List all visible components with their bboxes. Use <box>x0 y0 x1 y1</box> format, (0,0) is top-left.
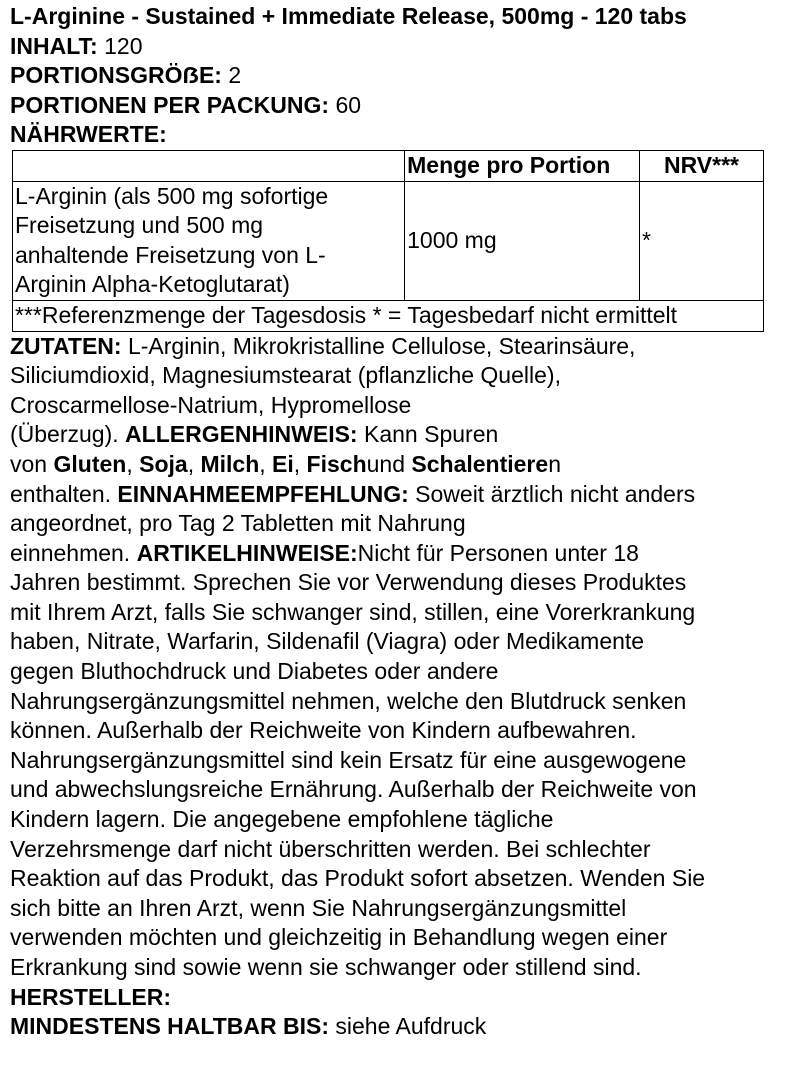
ingredient-cell <box>13 181 405 300</box>
portionen-label: PORTIONEN PER PACKUNG: <box>10 91 330 118</box>
zutaten-label: ZUTATEN: <box>10 332 122 359</box>
table-footnote-row <box>13 300 764 331</box>
hersteller-row <box>10 983 792 1013</box>
table-header-row <box>13 150 764 181</box>
portionsgroesse-label: PORTIONSGRÖẞE: <box>10 62 222 89</box>
header-cell-menge: Menge pro Portion <box>405 150 640 181</box>
inhalt-value: 120 <box>104 32 143 59</box>
haltbar-row <box>10 1012 792 1042</box>
allergen-label: ALLERGENHINWEIS: <box>125 421 358 448</box>
artikel-line: und abwechslungsreiche Ernährung. Außerhalb der Reichweite von <box>10 776 697 803</box>
einnahme-label: EINNAHMEEMPFEHLUNG: <box>117 480 409 507</box>
artikel-label: ARTIKELHINWEISE: <box>136 539 358 566</box>
artikel-line: Nahrungsergänzungsmittel sind kein Ersatz für eine ausgewogene <box>10 746 687 773</box>
artikel-line: verwenden möchten und gleichzeitig in Behandlung wegen einer <box>10 924 668 951</box>
portionsgroesse-value: 2 <box>228 62 242 89</box>
naehrwerte-heading: NÄHRWERTE: <box>10 121 167 148</box>
table-row <box>13 181 764 300</box>
header-cell-empty <box>13 150 405 181</box>
haltbar-value: siehe Aufdruck <box>335 1013 487 1040</box>
artikel-line: Nahrungsergänzungsmittel nehmen, welche den Blutdruck senken <box>10 687 687 714</box>
haltbar-label: MINDESTENS HALTBAR BIS: <box>10 1013 330 1040</box>
artikel-line: Jahren bestimmt. Sprechen Sie vor Verwendung dieses Produktes <box>10 569 687 596</box>
nutrition-table <box>12 150 764 332</box>
allergen-list: von Gluten, Soja, Milch, Ei, Fischund Schalentieren <box>10 450 561 477</box>
ingredient-line: Freisetzung und 500 mg <box>15 212 264 239</box>
artikel-line: Erkrankung sind sowie wenn sie schwanger oder stillend sind. <box>10 954 642 980</box>
ingredient-line: L-Arginin (als 500 mg sofortige <box>15 182 329 209</box>
ingredient-line: Arginin Alpha-Ketoglutarat) <box>15 271 290 298</box>
product-title: L-Arginine - Sustained + Immediate Release, 500mg - 120 tabs <box>10 3 687 29</box>
artikel-line: sich bitte an Ihren Arzt, wenn Sie Nahrungsergänzungsmittel <box>10 894 627 921</box>
portionsgroesse-row <box>10 61 792 91</box>
inhalt-row <box>10 32 792 62</box>
artikel-line: können. Außerhalb der Reichweite von Kindern aufbewahren. <box>10 717 637 744</box>
ingredient-line: anhaltende Freisetzung von L- <box>15 241 326 268</box>
amount-cell: 1000 mg <box>405 181 640 300</box>
inhalt-label: INHALT: <box>10 32 98 59</box>
portionen-row <box>10 91 792 121</box>
hersteller-label: HERSTELLER: <box>10 983 171 1010</box>
ingredients-section: ZUTATEN: L-Arginin, Mikrokristalline Cellulose, Stearinsäure, Siliciumdioxid, Magnesiumstearat (pflanzliche Quelle), Croscarmellose-Natrium, Hypromellose (Überzug). ALLERGENHINWEIS: Kann Spuren von Gluten, Soja, Milch, Ei, Fischund Schalentieren enthalten. EINNAHMEEMPFEHLUNG: Soweit ärztlich nicht anders angeordnet, pro Tag 2 Tabletten mit Nahrung einnehmen. ARTIKELHINWEISE:Nicht für Personen unter 18 Jahren bestimmt. Sprechen Sie vor Verwendung dieses Produktes mit Ihrem Arzt, falls Sie schwanger sind, stillen, eine Vorerkrankung haben, Nitrate, Warfarin, Sildenafil (Viagra) oder Medikamente gegen Bluthochdruck und Diabetes oder andere Nahrungsergänzungsmittel nehmen, welche den Blutdruck senken können. Außerhalb der Reichweite von Kindern aufbewahren. Nahrungsergänzungsmittel sind kein Ersatz für eine ausgewogene und abwechslungsreiche Ernährung. Außerhalb der Reichweite von Kindern lagern. Die angegebene empfohlene tägliche Verzehrsmenge darf nicht überschritten werden. Bei schlechter Reaktion auf das Produkt, das Produkt sofort absetzen. Wenden Sie sich bitte an Ihren Arzt, wenn Sie Nahrungsergänzungsmittel verwenden möchten und gleichzeitig in Behandlung wegen einer Erkrankung sind sowie wenn sie schwanger oder stillend sind. HERSTELLER: MINDESTENS HALTBAR BIS: siehe Aufdruck <box>10 332 792 1042</box>
portionen-value: 60 <box>335 91 362 118</box>
artikel-line: Reaktion auf das Produkt, das Produkt sofort absetzen. Wenden Sie <box>10 865 706 892</box>
artikel-line: haben, Nitrate, Warfarin, Sildenafil (Viagra) oder Medikamente <box>10 628 645 655</box>
artikel-line: gegen Bluthochdruck und Diabetes oder andere <box>10 658 499 685</box>
artikel-line: Verzehrsmenge darf nicht überschritten werden. Bei schlechter <box>10 835 651 862</box>
header-cell-nrv: NRV*** <box>640 150 764 181</box>
artikel-line: Kindern lagern. Die angegebene empfohlene tägliche <box>10 806 554 833</box>
artikel-line: mit Ihrem Arzt, falls Sie schwanger sind, stillen, eine Vorerkrankung <box>10 598 696 625</box>
table-footnote: ***Referenzmenge der Tagesdosis * = Tagesbedarf nicht ermittelt <box>13 300 764 331</box>
nrv-cell: * <box>640 181 764 300</box>
